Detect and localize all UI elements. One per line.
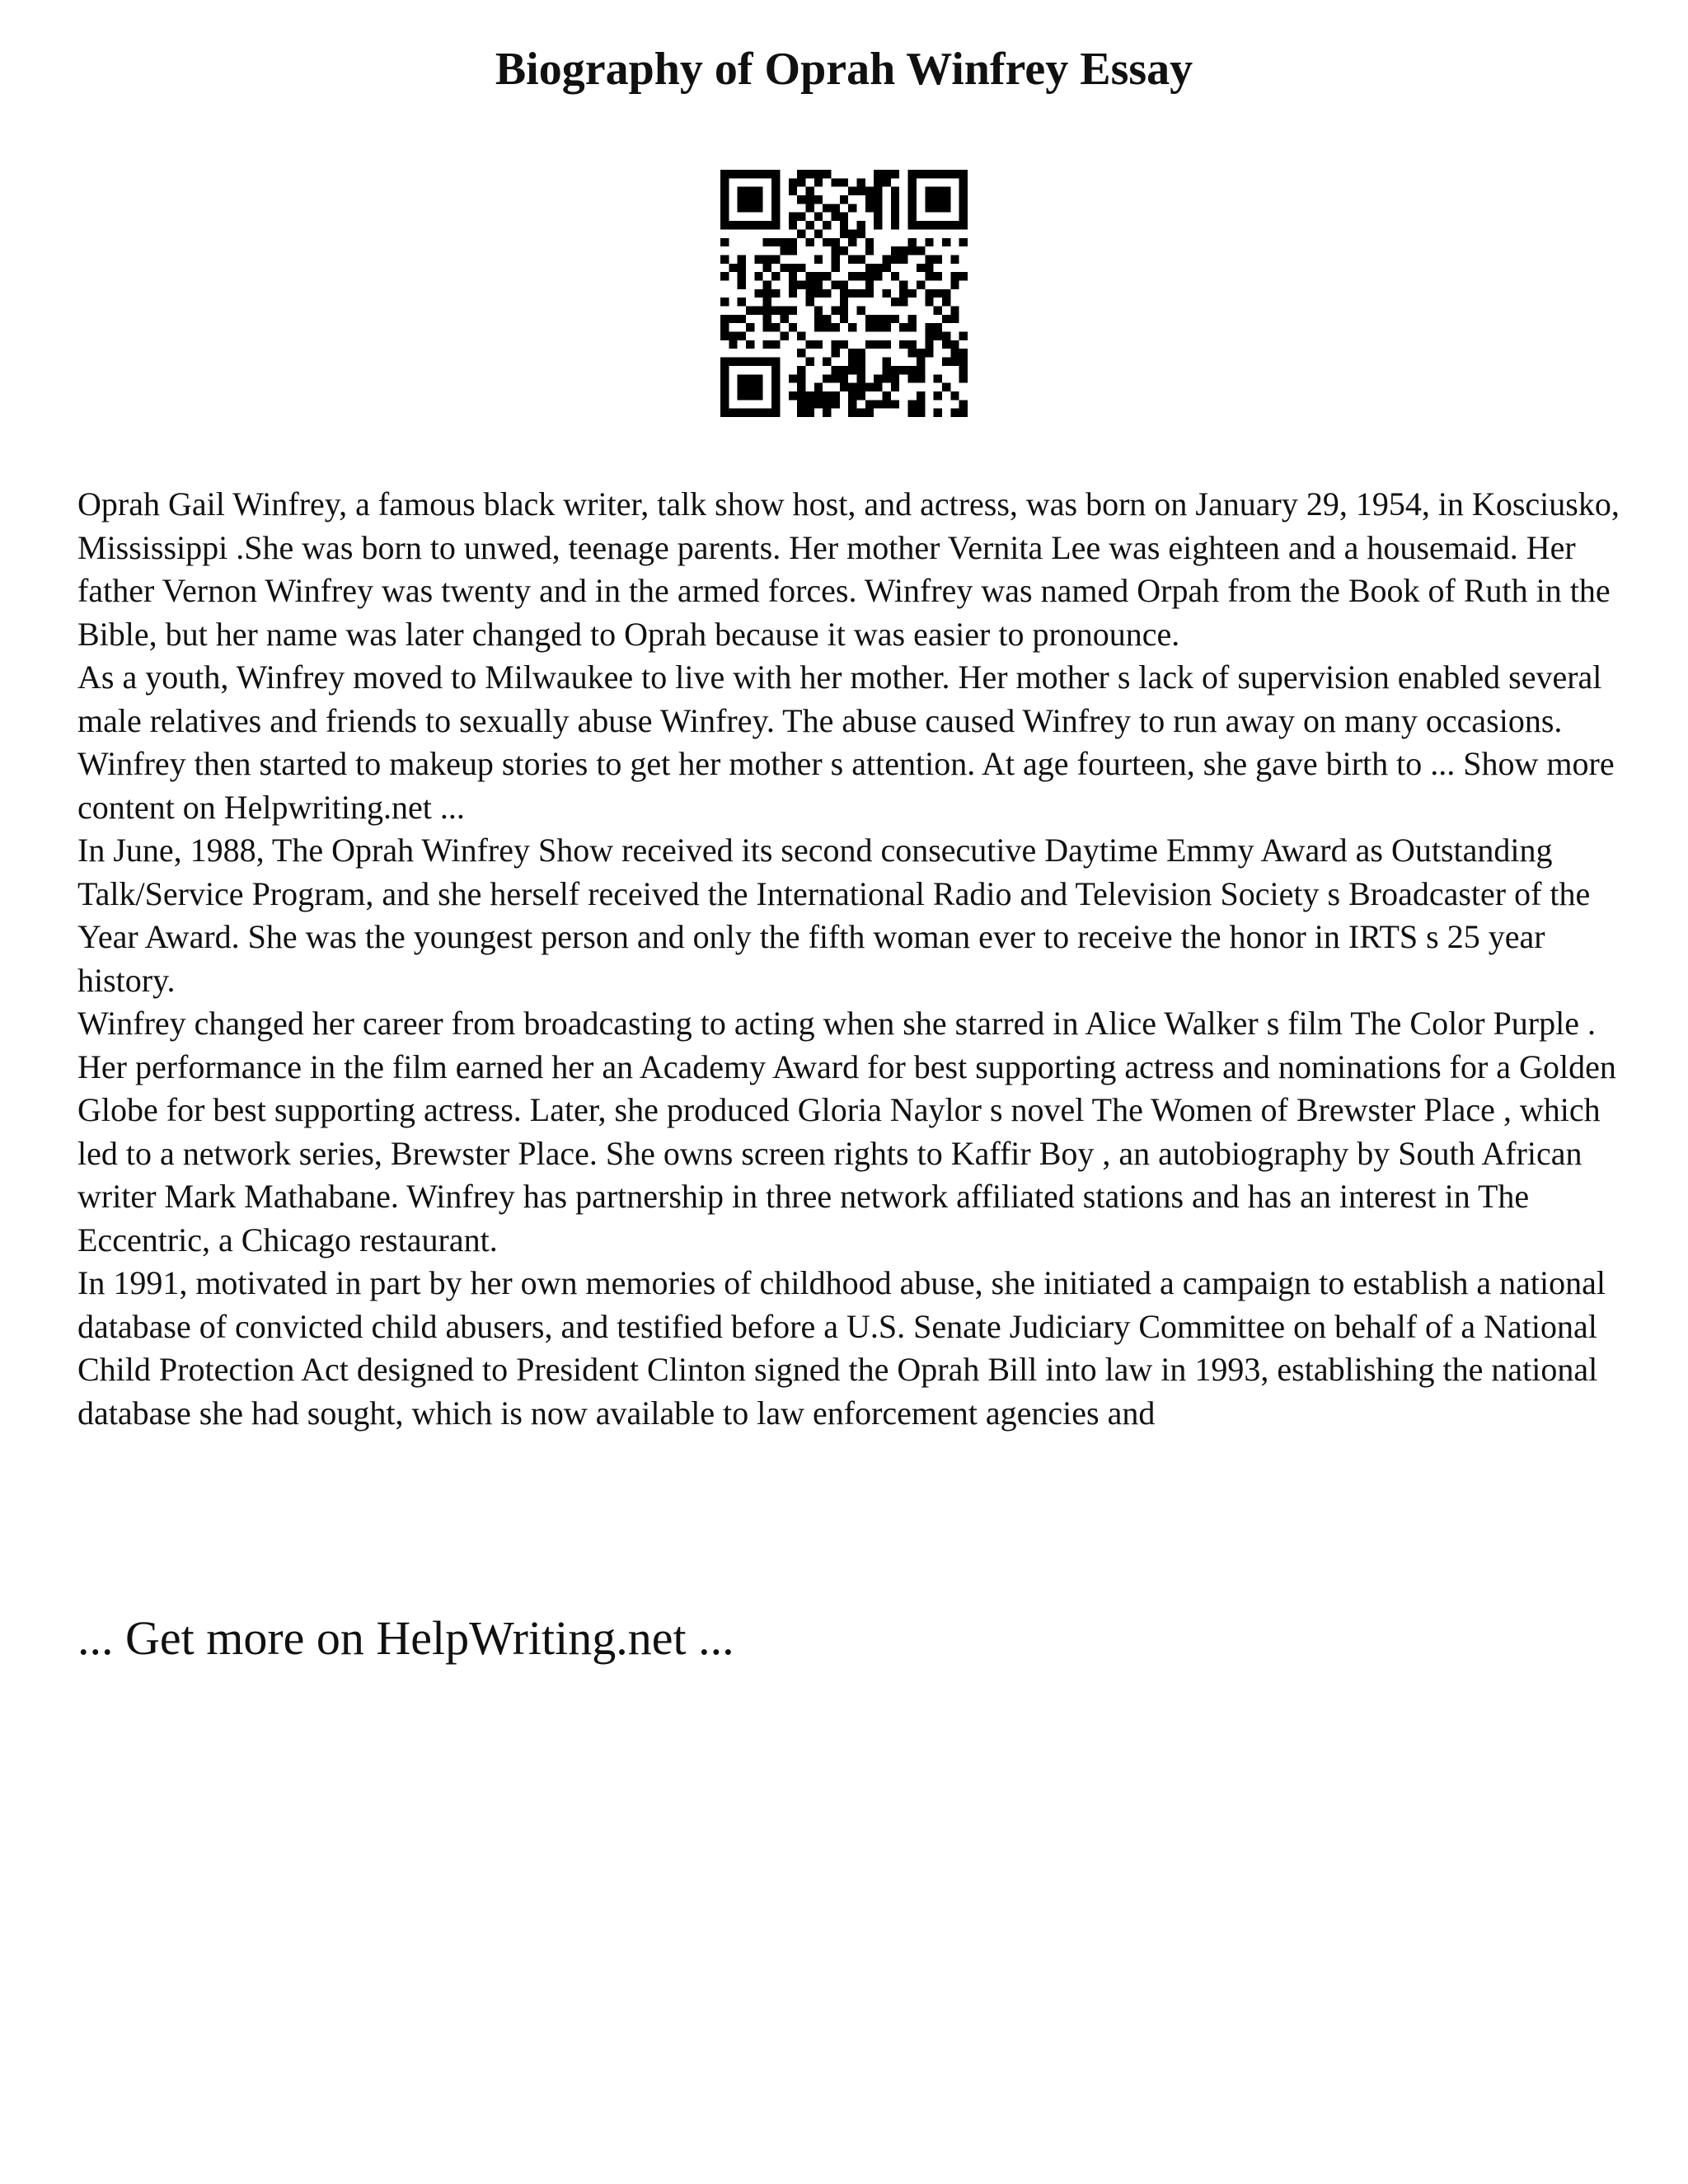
page-title: Biography of Oprah Winfrey Essay — [495, 44, 1193, 95]
paragraph: Winfrey changed her career from broadcasting to acting when she starred in Alice Walker s film The Color Purple . Her performance in the film earned her an Academy Award for best supporting actress and nominations for a Golden Globe for best supporting actress. Later, she produced Gloria Naylor s novel The Women of Brewster Place , which led to a network series, Brewster Place. She owns screen rights to Kaffir Boy , an autobiography by South African writer Mark Mathabane. Winfrey has partnership in three network affiliated stations and has an interest in The Eccentric, a Chicago restaurant. — [77, 1005, 1616, 1258]
qr-code-icon[interactable] — [720, 170, 968, 417]
get-more-link[interactable]: ... Get more on HelpWriting.net ... — [77, 1611, 734, 1665]
paragraph: In 1991, motivated in part by her own memories of childhood abuse, she initiated a campaign to establish a national database of convicted child abusers, and testified before a U.S. Senate Judiciary Committee on behalf of a National Child Protection Act designed to President Clinton signed the Oprah Bill into law in 1993, establishing the national database she had sought, which is now available to law enforcement agencies and — [77, 1264, 1606, 1432]
paragraph: As a youth, Winfrey moved to Milwaukee to live with her mother. Her mother s lack of supervision enabled several male relatives and friends to sexually abuse Winfrey. The abuse caused Winfrey to run away on many occasions. Winfrey then started to makeup stories to get her mother s attention. At age fourteen, she gave birth to ... Show more content on Helpwriting.net ... — [77, 658, 1615, 826]
paragraph: In June, 1988, The Oprah Winfrey Show received its second consecutive Daytime Emmy Award as Outstanding Talk/Service Program, and she herself received the International Radio and Television Society s Broadcaster of the Year Award. She was the youngest person and only the fifth woman ever to receive the honor in IRTS s 25 year history. — [77, 832, 1591, 999]
paragraph: Oprah Gail Winfrey, a famous black writer, talk show host, and actress, was born on January 29, 1954, in Kosciusko, Mississippi .She was born to unwed, teenage parents. Her mother Vernita Lee was eighteen and a housemaid. Her father Vernon Winfrey was twenty and in the armed forces. Winfrey was named Orpah from the Book of Ruth in the Bible, but her name was later changed to Oprah because it was easier to pronounce. — [77, 485, 1620, 653]
essay-body — [77, 483, 1627, 1435]
